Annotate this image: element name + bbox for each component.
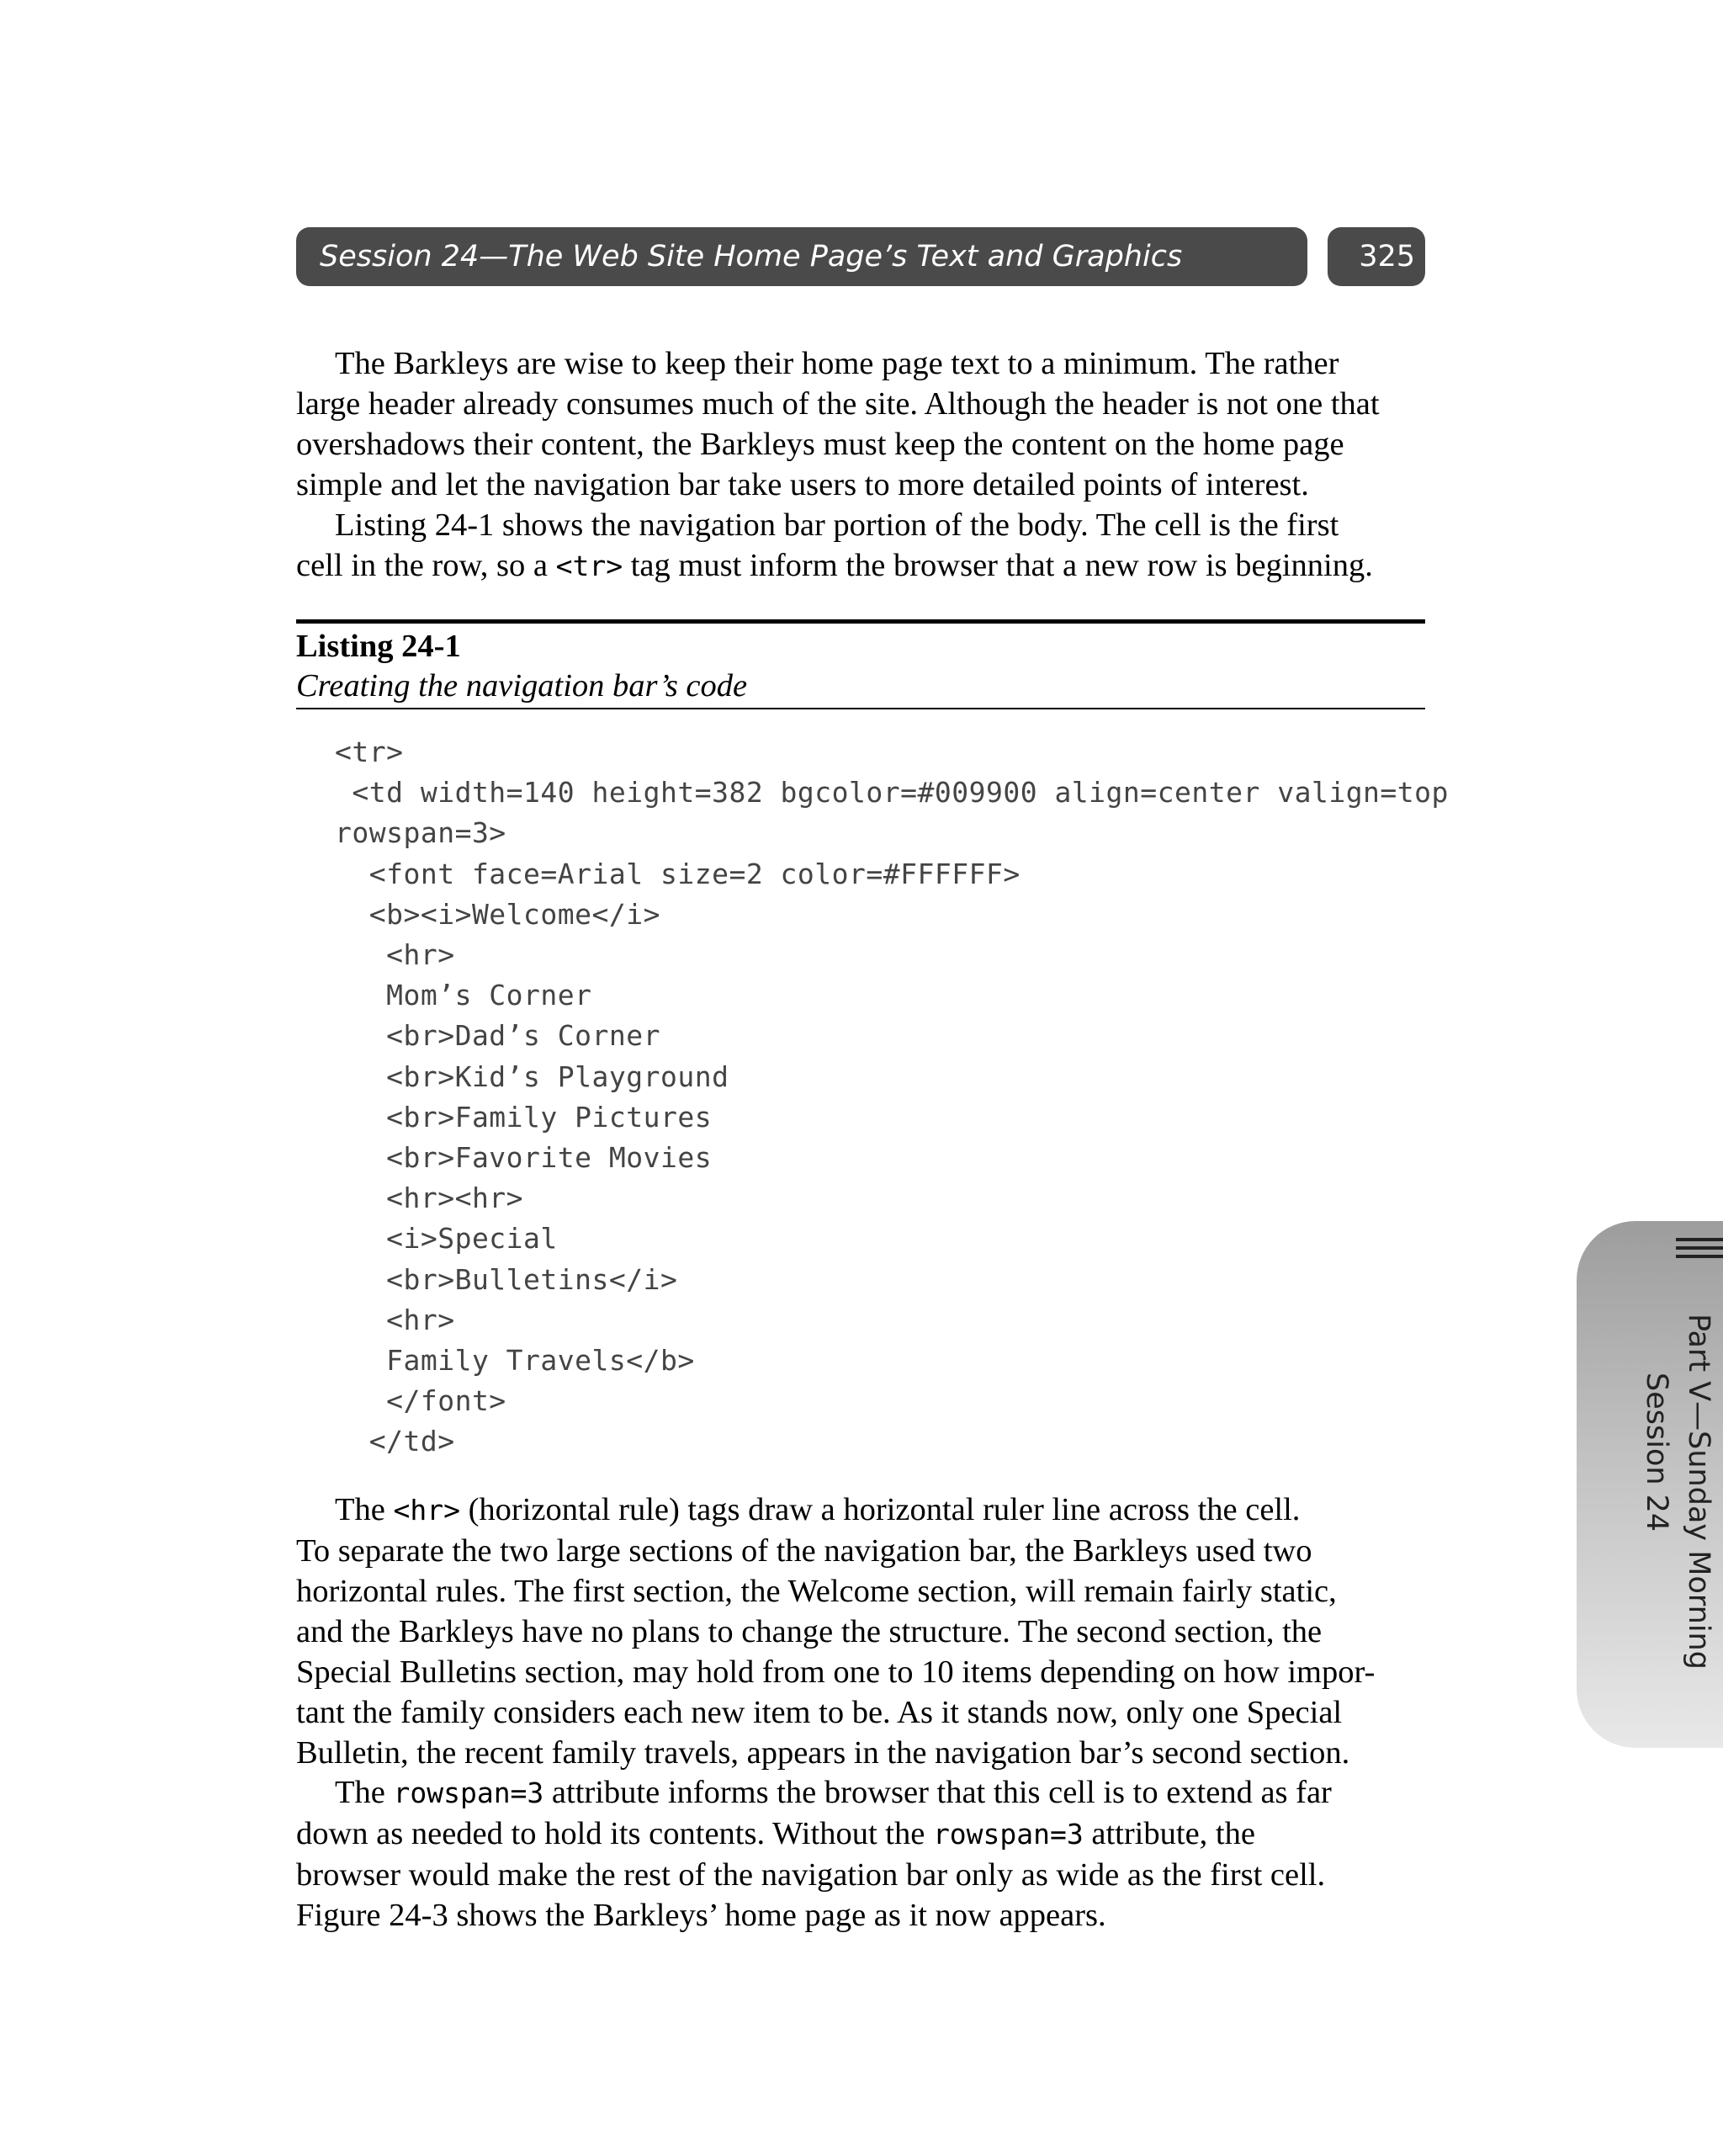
- page-number-box: [1328, 227, 1425, 286]
- listing-top-rule: [296, 619, 1425, 624]
- page-number: 325: [1359, 240, 1415, 273]
- paragraph-1: [296, 343, 1425, 505]
- text-line: [296, 545, 1425, 587]
- side-tab-session: Session 24: [1640, 1373, 1673, 1532]
- running-header-title: Session 24—The Web Site Home Page’s Text and Graphics: [320, 240, 1183, 273]
- paragraph-3: [296, 1490, 1425, 1773]
- inline-code: <tr>: [555, 550, 623, 582]
- text-line: Listing 24-1 shows the navigation bar portion of the body. The cell is the first: [335, 507, 1339, 543]
- inline-code: <hr>: [393, 1494, 460, 1527]
- text-run: The: [335, 1775, 394, 1810]
- paragraph-4: [296, 1772, 1425, 1936]
- paragraph-2: [296, 505, 1425, 587]
- text-run: (horizontal rule) tags draw a horizontal ruler line across the cell.: [459, 1492, 1301, 1527]
- side-tab-part: Part V—Sunday Morning: [1682, 1314, 1715, 1670]
- inline-code: rowspan=3: [393, 1776, 544, 1809]
- listing-label: Listing 24-1: [296, 629, 461, 664]
- side-tab-text: [1602, 1314, 1720, 1840]
- running-header: [296, 227, 1307, 286]
- text-run: attribute, the: [1083, 1816, 1255, 1851]
- text-run: attribute informs the browser that this cell is to extend as far: [543, 1775, 1332, 1810]
- text-line: [296, 1490, 1425, 1531]
- text-run: tag must inform the browser that a new row is beginning.: [623, 548, 1373, 583]
- text-line: overshadows their content, the Barkleys must keep the content on the home page: [296, 427, 1344, 462]
- section-side-tab: [1577, 1221, 1723, 1748]
- text-line: [296, 1772, 1425, 1813]
- text-run: down as needed to hold its contents. Without the: [296, 1816, 933, 1851]
- text-line: Bulletin, the recent family travels, appears in the navigation bar’s second section.: [296, 1735, 1350, 1771]
- text-line: [296, 1813, 1425, 1855]
- text-line: and the Barkleys have no plans to change the structure. The second section, the: [296, 1614, 1323, 1649]
- inline-code: rowspan=3: [932, 1818, 1084, 1851]
- listing-header: [296, 619, 1425, 709]
- text-line: tant the family considers each new item to be. As it stands now, only one Special: [296, 1695, 1343, 1730]
- text-line: Figure 24-3 shows the Barkleys’ home page as it now appears.: [296, 1898, 1106, 1933]
- listing-caption: Creating the navigation bar’s code: [296, 668, 748, 704]
- tab-decor-lines: [1676, 1238, 1723, 1263]
- text-line: browser would make the rest of the navigation bar only as wide as the first cell.: [296, 1857, 1326, 1893]
- text-line: horizontal rules. The first section, the Welcome section, will remain fairly static,: [296, 1574, 1337, 1609]
- code-listing: <tr> <td width=140 height=382 bgcolor=#009900 align=center valign=top rowspan=3> <font face=Arial size=2 color=#FFFFFF> <b><i>Welcome</i> <hr> Mom’s Corner <br>Dad’s Corner <br>Kid’s Playground <br>Family Pictures <br>Favorite Movies <hr><hr> <i>Special <br>Bulletins</i> <hr> Family Travels</b> </font> </td>: [335, 735, 1449, 1458]
- text-line: large header already consumes much of the site. Although the header is not one that: [296, 386, 1380, 422]
- text-run: cell in the row, so a: [296, 548, 556, 583]
- text-run: The: [335, 1492, 394, 1527]
- text-line: simple and let the navigation bar take users to more detailed points of interest.: [296, 467, 1309, 502]
- text-line: The Barkleys are wise to keep their home page text to a minimum. The rather: [335, 346, 1339, 381]
- text-line: Special Bulletins section, may hold from one to 10 items depending on how impor-: [296, 1654, 1376, 1690]
- text-line: To separate the two large sections of the navigation bar, the Barkleys used two: [296, 1533, 1312, 1569]
- listing-bottom-rule: [296, 708, 1425, 709]
